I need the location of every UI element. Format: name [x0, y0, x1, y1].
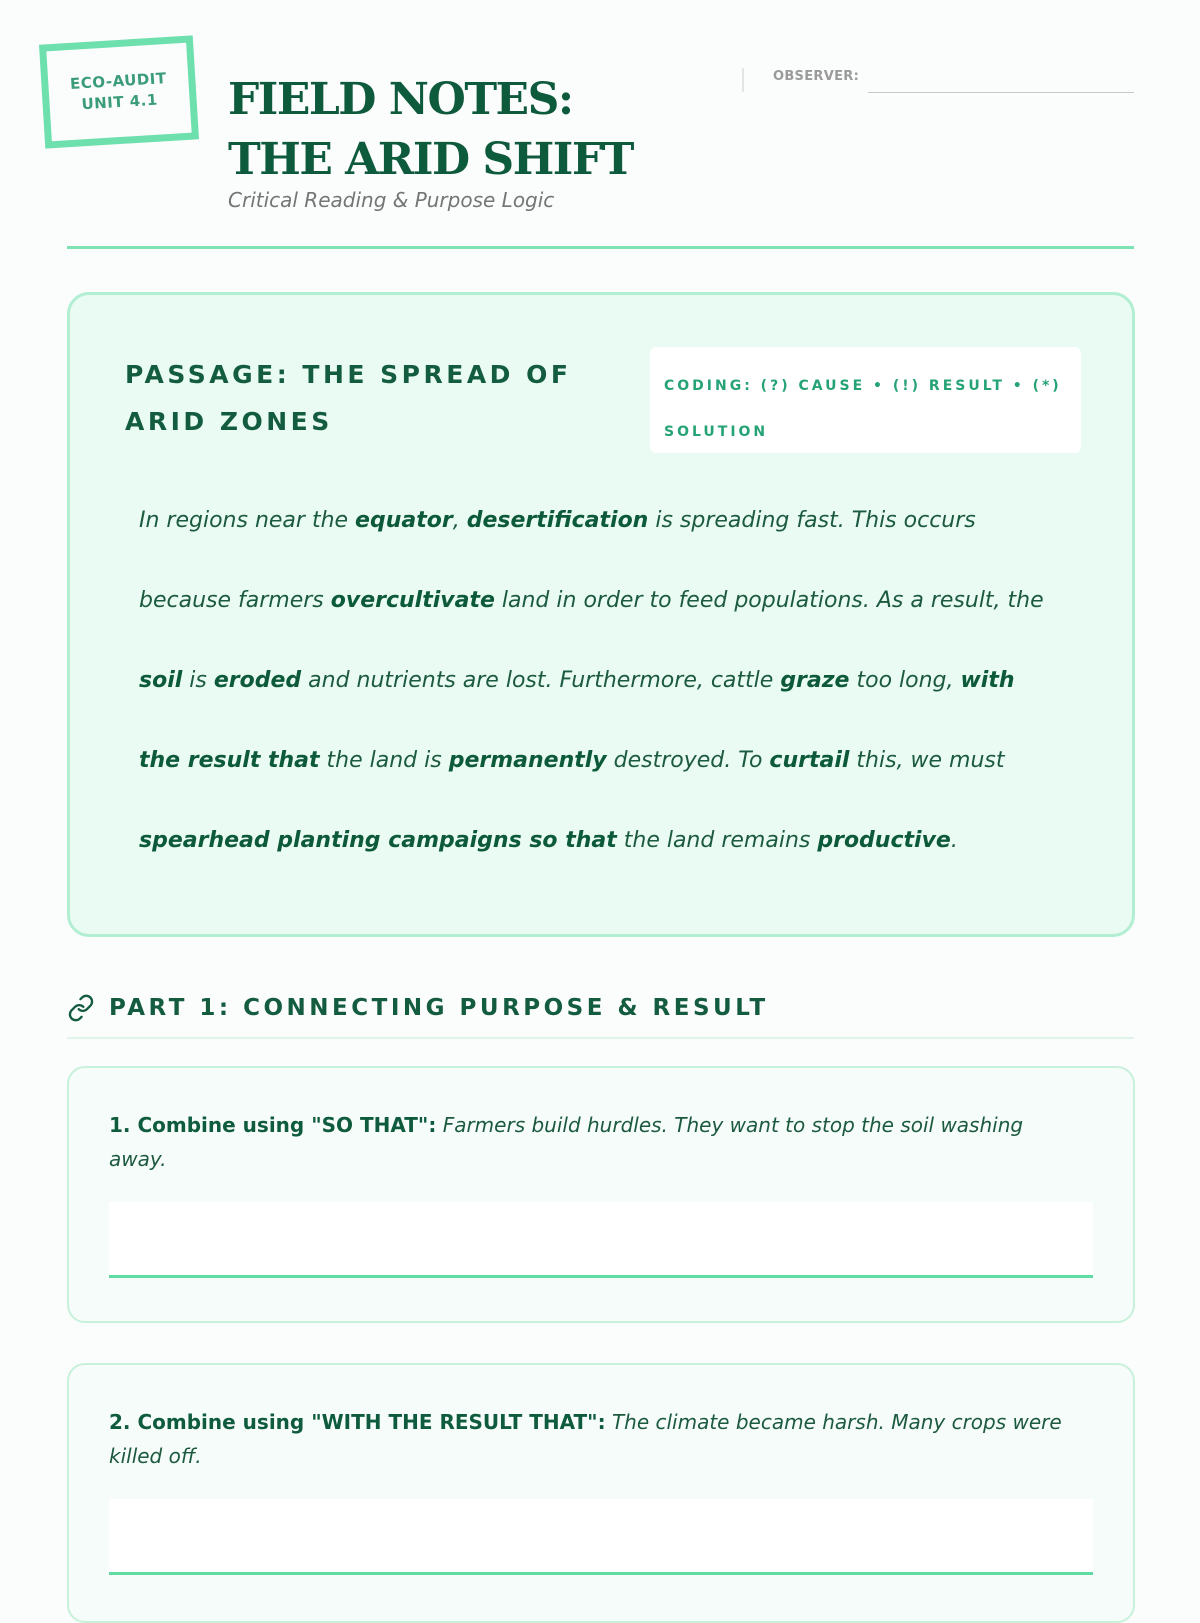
- part-1-divider: [67, 1037, 1134, 1039]
- part-1-title: PART 1: CONNECTING PURPOSE & RESULT: [109, 995, 769, 1021]
- passage-keyword: spearhead planting campaigns so that: [139, 828, 617, 853]
- passage-keyword: curtail: [769, 748, 850, 773]
- link-icon: [67, 994, 95, 1022]
- passage-keyword: desertification: [466, 508, 649, 533]
- passage-fragment: .: [950, 828, 958, 853]
- question-2-prompt: The climate became harsh. Many crops were killed off.: [109, 1410, 1062, 1468]
- question-1-prompt: Farmers build hurdles. They want to stop the soil washing away.: [109, 1113, 1024, 1171]
- passage-keyword: soil: [139, 668, 183, 693]
- question-2-label: 2. Combine using "WITH THE RESULT THAT":: [109, 1410, 606, 1434]
- unit-stamp: [39, 35, 199, 148]
- passage-fragment: destroyed. To: [606, 748, 770, 773]
- passage-fragment: too long,: [849, 668, 961, 693]
- passage-fragment: this, we must: [849, 748, 1005, 773]
- passage-keyword: graze: [780, 668, 850, 693]
- observer-divider: [742, 68, 744, 92]
- question-2-text: [109, 1405, 1069, 1473]
- passage-keyword: permanently: [448, 748, 607, 773]
- passage-fragment: In regions near the: [139, 508, 356, 533]
- header-divider: [67, 246, 1134, 249]
- part-1-heading: [67, 994, 1134, 1022]
- passage-fragment: land in order to feed populations. As a result, the: [494, 588, 1044, 613]
- answer-2-input[interactable]: [109, 1499, 1093, 1575]
- observer-field[interactable]: [868, 92, 1134, 93]
- question-1-label: 1. Combine using "SO THAT":: [109, 1113, 437, 1137]
- passage-keyword: overcultivate: [330, 588, 495, 613]
- passage-fragment: is: [182, 668, 214, 693]
- passage-keyword: eroded: [213, 668, 302, 693]
- passage-card: [67, 292, 1135, 937]
- passage-fragment: is spreading fast. This occurs because farmers: [139, 508, 976, 613]
- page-subtitle: Critical Reading & Purpose Logic: [228, 188, 555, 212]
- stamp-line-2: UNIT 4.1: [80, 90, 159, 114]
- answer-1-input[interactable]: [109, 1202, 1093, 1278]
- passage-title: PASSAGE: THE SPREAD OF ARID ZONES: [125, 360, 572, 436]
- page-title: FIELD NOTES: THE ARID SHIFT: [228, 74, 633, 185]
- passage-keyword: with the result that: [139, 668, 1015, 773]
- passage-fragment: the land remains: [616, 828, 818, 853]
- passage-fragment: the land is: [319, 748, 449, 773]
- stamp-line-1: ECO-AUDIT: [69, 69, 168, 93]
- passage-keyword: equator: [355, 508, 453, 533]
- passage-text: [139, 481, 1059, 881]
- question-card-1: [67, 1066, 1135, 1323]
- observer-label: OBSERVER:: [773, 69, 860, 84]
- passage-fragment: ,: [452, 508, 467, 533]
- question-card-2: [67, 1363, 1135, 1623]
- passage-keyword: productive: [817, 828, 951, 853]
- coding-key: CODING: (?) CAUSE • (!) RESULT • (*) SOLUTION: [650, 347, 1081, 453]
- question-1-text: [109, 1108, 1069, 1176]
- passage-fragment: and nutrients are lost. Furthermore, cattle: [301, 668, 781, 693]
